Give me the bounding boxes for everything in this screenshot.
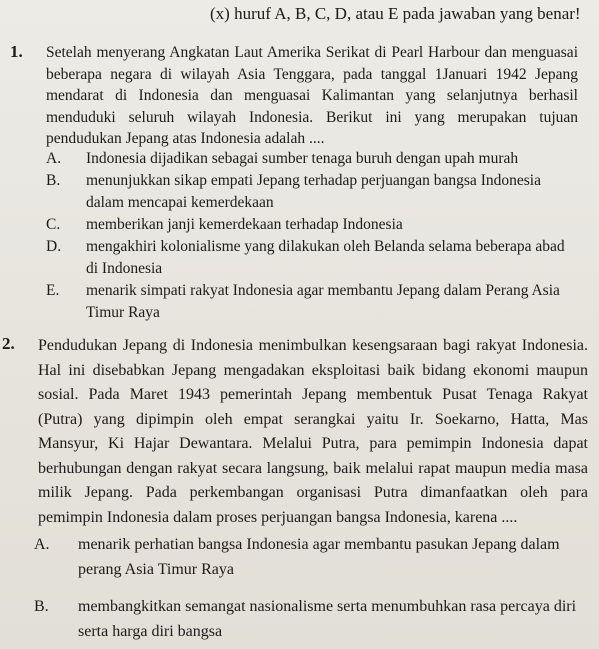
option-text: memberikan janji kemerdekaan terhadap Indonesia — [86, 216, 403, 233]
option-letter: C. — [46, 216, 61, 233]
question-2-option-b[interactable] — [34, 594, 590, 644]
option-text: menunjukkan sikap empati Jepang terhadap perjuangan bangsa Indonesia — [86, 172, 541, 189]
question-1-option-d[interactable] — [46, 236, 586, 280]
question-2-line: (Putra) yang dipimpin oleh empat serangkai yaitu Ir. Soekarno, Hatta, Mas — [38, 410, 588, 428]
question-2-line: Mansyur, Ki Hajar Dewantara. Melalui Putra, para pemimpin Indonesia dapat — [38, 435, 588, 452]
question-1-line: Setelah menyerang Angkatan Laut Amerika Serikat di Pearl Harbour dan menguasai — [46, 44, 578, 61]
option-text: menarik simpati rakyat Indonesia agar membantu Jepang dalam Perang Asia — [86, 282, 560, 299]
option-text: serta harga diri bangsa — [78, 623, 223, 640]
option-text: Indonesia dijadikan sebagai sumber tenaga buruh dengan upah murah — [86, 150, 519, 167]
option-letter: B. — [46, 172, 61, 189]
question-2-line: sosial. Pada Maret 1943 pemerintah Jepang membentuk Pusat Tenaga Rakyat — [38, 386, 588, 403]
question-2-line: milik Jepang. Pada perkembangan organisasi Putra dimanfaatkan oleh para — [38, 484, 588, 501]
option-letter: B. — [34, 598, 49, 615]
question-1-option-b[interactable] — [46, 170, 586, 214]
option-text: di Indonesia — [86, 260, 163, 277]
question-1-line: beberapa negara di wilayah Asia Tenggara, pada tanggal 1Januari 1942 Jepang — [46, 65, 578, 83]
option-text: perang Asia Timur Raya — [78, 561, 234, 578]
question-2-line: berhubungan dengan rakyat secara langsung, baik melalui rapat maupun media masa — [38, 459, 588, 477]
question-1-option-c[interactable] — [46, 214, 586, 236]
question-2-number: 2. — [2, 334, 15, 353]
question-1-text — [46, 42, 578, 150]
option-letter: D. — [46, 238, 62, 255]
question-2-line: Hal ini disebabkan Jepang mengadakan eksploitasi baik bidang ekonomi maupun — [38, 361, 588, 379]
question-1-option-a[interactable] — [46, 148, 586, 170]
question-2-option-a[interactable] — [34, 532, 590, 582]
option-letter: A. — [46, 150, 62, 167]
option-text: mengakhiri kolonialisme yang dilakukan oleh Belanda selama beberapa abad — [86, 238, 565, 255]
option-text: membangkitkan semangat nasionalisme serta menumbuhkan rasa percaya diri — [78, 598, 577, 615]
question-1-line: menduduki seluruh wilayah Indonesia. Berikut ini yang merupakan tujuan — [46, 108, 578, 126]
option-text: Timur Raya — [86, 304, 160, 321]
question-2-line: pemimpin Indonesia dalam proses perjuangan bangsa Indonesia, karena .... — [38, 508, 518, 526]
option-text: menarik perhatian bangsa Indonesia agar membantu pasukan Jepang dalam — [78, 536, 560, 553]
question-1-number: 1. — [10, 42, 23, 61]
question-1-line: pendudukan Jepang atas Indonesia adalah .... — [46, 130, 325, 147]
option-letter: A. — [34, 536, 50, 553]
question-2-line: Pendudukan Jepang di Indonesia menimbulkan kesengsaraan bagi rakyat Indonesia. — [38, 337, 588, 354]
question-2-text — [38, 334, 588, 530]
option-letter: E. — [46, 282, 60, 299]
question-1-line: mendarat di Indonesia dan menguasai Kalimantan yang selanjutnya berhasil — [46, 87, 578, 104]
question-1-option-e[interactable] — [46, 280, 586, 324]
option-text: dalam mencapai kemerdekaan — [86, 194, 274, 211]
instruction-text: (x) huruf A, B, C, D, atau E pada jawaban yang benar! — [210, 4, 581, 23]
